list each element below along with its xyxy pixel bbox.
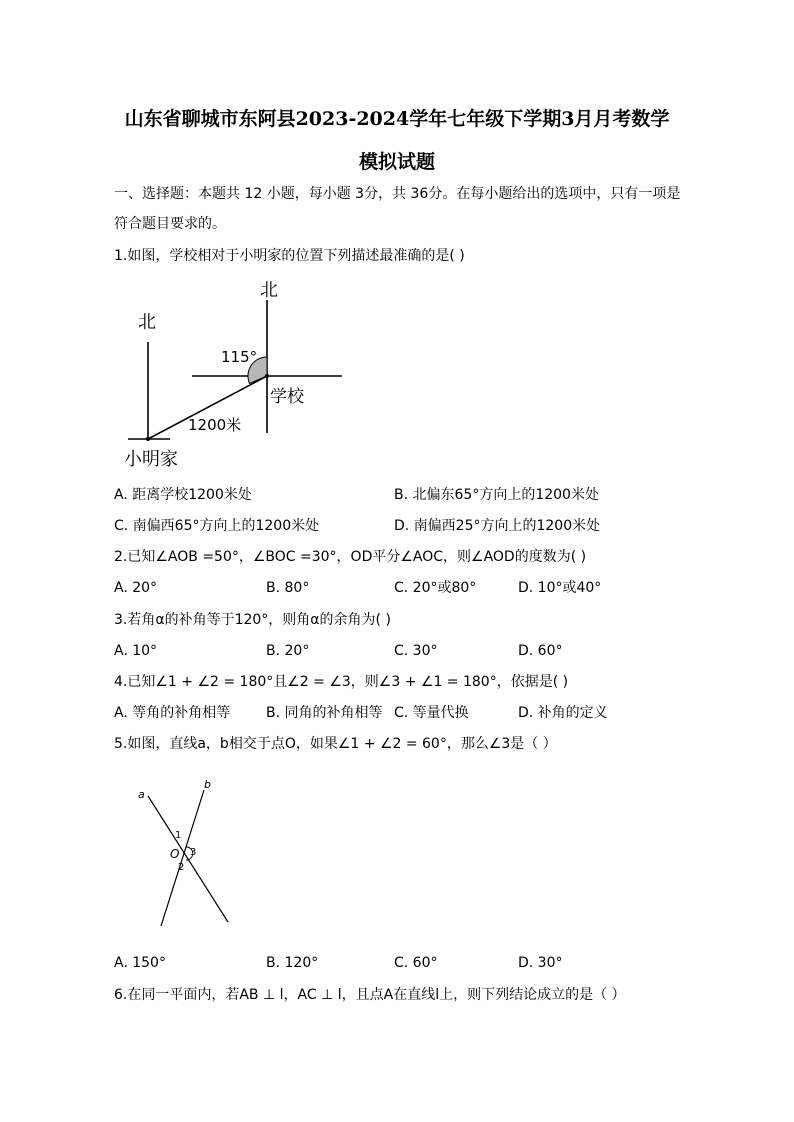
q2-option-b: B. 80° [266,580,310,596]
question-5-figure [130,776,240,936]
question-1-figure [110,278,360,473]
question-2-stem: 2.已知∠AOB =50°，∠BOC =30°，OD平分∠AOC，则∠AOD的度数为( ) [114,549,587,565]
q5-label-3: 3 [190,847,197,858]
section-instruction-line1: 一、选择题：本题共 12 小题，每小题 3分，共 36分。在每小题给出的选项中，只有一项是 [114,186,681,202]
q3-option-b: B. 20° [266,643,310,659]
q5-label-1: 1 [175,830,182,841]
question-1-stem: 1.如图，学校相对于小明家的位置下列描述最准确的是( ) [114,248,465,264]
question-4-stem: 4.已知∠1 + ∠2 = 180°且∠2 = ∠3，则∠3 + ∠1 = 180°，依据是( ) [114,674,569,690]
q1-school-label: 学校 [270,387,304,407]
q3-option-c: C. 30° [394,643,438,659]
q5-label-a: a [138,788,145,801]
question-3-stem: 3.若角α的补角等于120°，则角α的余角为( ) [114,612,391,628]
q1-option-d: D. 南偏西25°方向上的1200米处 [394,518,601,534]
q5-option-b: B. 120° [266,955,319,971]
q3-option-d: D. 60° [518,643,563,659]
q2-option-a: A. 20° [114,580,158,596]
q1-north-right-label: 北 [260,280,278,301]
q5-option-a: A. 150° [114,955,166,971]
question-5-stem: 5.如图，直线a，b相交于点O，如果∠1 + ∠2 = 60°，那么∠3是（ ） [114,736,557,752]
question-6-stem: 6.在同一平面内，若AB ⊥ l，AC ⊥ l，且点A在直线l上，则下列结论成立的是（ ） [114,987,626,1003]
q1-distance-label: 1200米 [188,416,242,434]
q4-option-a: A. 等角的补角相等 [114,705,231,721]
page-title-line2: 模拟试题 [358,151,435,173]
q1-north-left-label: 北 [138,312,156,333]
q5-label-2: 2 [178,862,185,873]
q2-option-d: D. 10°或40° [518,580,602,596]
page-title-line1: 山东省聊城市东阿县2023-2024学年七年级下学期3月月考数学 [124,108,670,130]
q5-label-b: b [204,778,211,791]
q4-option-c: C. 等量代换 [394,705,469,721]
q3-option-a: A. 10° [114,643,158,659]
section-instruction-line2: 符合题目要求的。 [114,216,226,232]
q1-option-a: A. 距离学校1200米处 [114,487,252,503]
q5-option-c: C. 60° [394,955,438,971]
q5-label-o: O [170,847,180,861]
q1-angle-label: 115° [221,348,258,366]
q2-option-c: C. 20°或80° [394,580,477,596]
q4-option-b: B. 同角的补角相等 [266,705,383,721]
q1-option-c: C. 南偏西65°方向上的1200米处 [114,518,320,534]
q5-option-d: D. 30° [518,955,563,971]
q1-option-b: B. 北偏东65°方向上的1200米处 [394,487,599,503]
q1-home-label: 小明家 [124,449,178,470]
q4-option-d: D. 补角的定义 [518,705,608,721]
